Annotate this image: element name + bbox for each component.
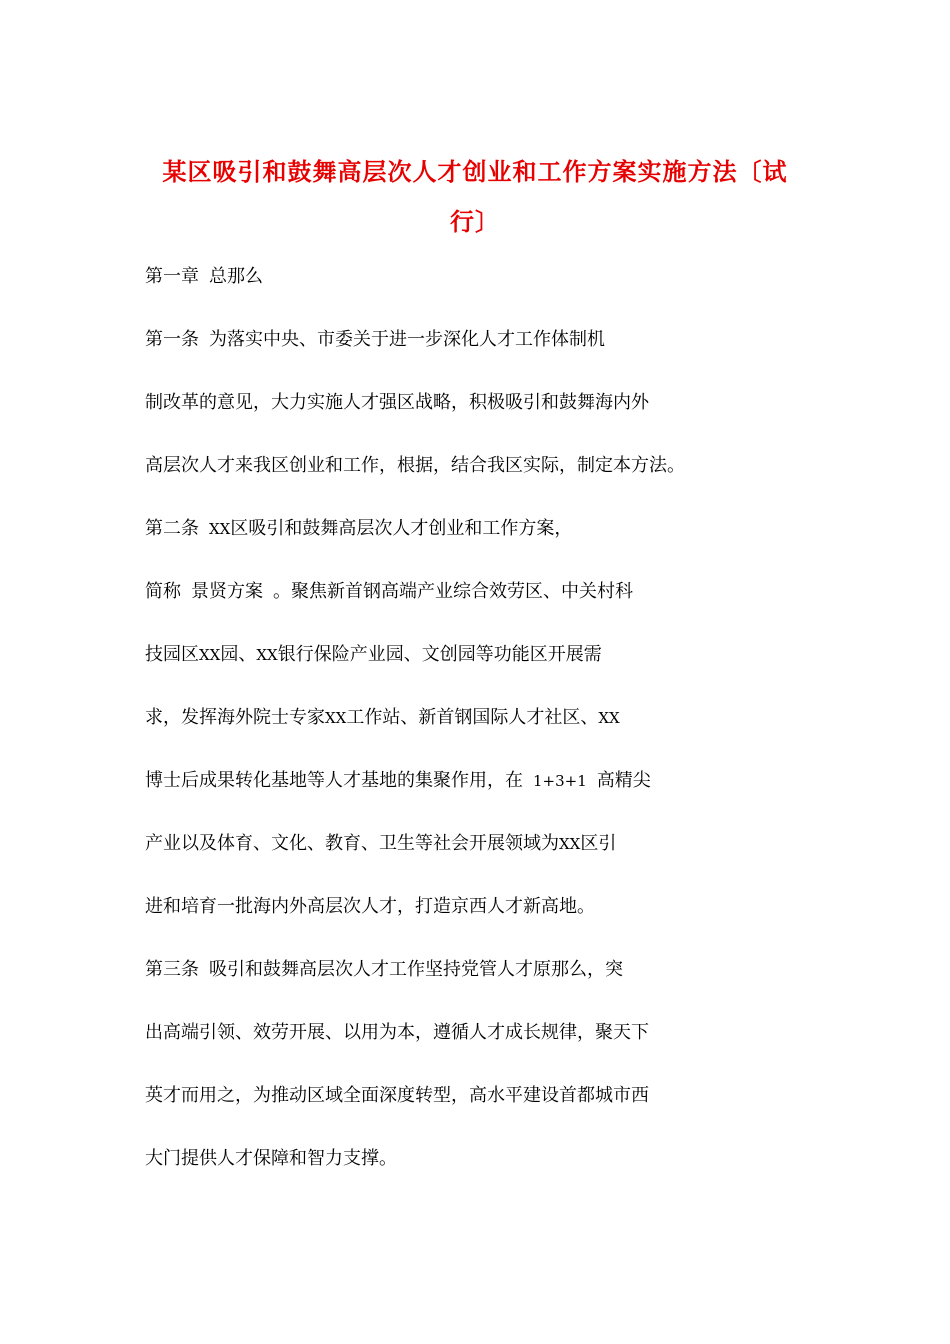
article-1-label: 第一条 <box>145 329 199 350</box>
text-segment: 区引 <box>580 833 617 854</box>
article-2-line-3 <box>145 640 845 666</box>
article-2-line-1 <box>145 514 845 540</box>
article-2-line-6 <box>145 829 845 855</box>
article-2-line-2 <box>145 577 845 603</box>
article-2-text: 区吸引和鼓舞高层次人才创业和工作方案， <box>230 518 573 539</box>
text-segment: 。聚焦新首钢高端产业综合效劳区、中关村科 <box>273 581 633 602</box>
article-3-line-3: 英才而用之，为推动区域全面深度转型，高水平建设首都城市西 <box>145 1085 649 1106</box>
text-segment: 技园区 <box>145 644 199 665</box>
chapter-name: 总那么 <box>209 266 263 287</box>
article-1-line-3: 高层次人才来我区创业和工作，根据，结合我区实际，制定本方法。 <box>145 455 685 476</box>
document-title-line-2: 行〕 <box>450 207 500 236</box>
text-segment: 高精尖 <box>596 770 651 791</box>
chapter-heading <box>145 262 845 288</box>
article-1-text: 为落实中央、市委关于进一步深化人才工作体制机 <box>209 329 605 350</box>
article-2-label: 第二条 <box>145 518 199 539</box>
text-segment: 园、 <box>220 644 257 665</box>
text-segment: XX <box>256 646 278 664</box>
chapter-label: 第一章 <box>145 266 199 287</box>
article-3-line-1 <box>145 955 845 981</box>
text-segment: XX <box>598 709 620 727</box>
document-title-line-1: 某区吸引和鼓舞高层次人才创业和工作方案实施方法〔试 <box>162 157 788 186</box>
text-segment: 求，发挥海外院士专家 <box>145 707 325 728</box>
article-2-line-4 <box>145 703 845 729</box>
article-2-line-7: 进和培育一批海内外高层次人才，打造京西人才新高地。 <box>145 896 595 917</box>
text-segment: 1+3+1 <box>533 772 587 790</box>
text-segment: 工作站、新首钢国际人才社区、 <box>346 707 599 728</box>
article-3-text: 吸引和鼓舞高层次人才工作坚持党管人才原那么，突 <box>209 959 623 980</box>
article-1-line-1 <box>145 325 845 351</box>
text-segment: 产业以及体育、文化、教育、卫生等社会开展领域为 <box>145 833 559 854</box>
text-segment: 博士后成果转化基地等人才基地的集聚作用，在 <box>145 770 523 791</box>
article-3-label: 第三条 <box>145 959 199 980</box>
text-segment: XX <box>325 709 347 727</box>
text-segment: 景贤方案 <box>191 581 263 602</box>
text-segment: 简称 <box>145 581 181 602</box>
article-1-line-2: 制改革的意见，大力实施人才强区战略，积极吸引和鼓舞海内外 <box>145 392 649 413</box>
text-segment: XX <box>199 646 221 664</box>
article-3-line-4: 大门提供人才保障和智力支撑。 <box>145 1148 397 1169</box>
article-3-line-2: 出高端引领、效劳开展、以用为本，遵循人才成长规律，聚天下 <box>145 1022 649 1043</box>
article-2-placeholder: XX <box>209 520 231 538</box>
text-segment: 银行保险产业园、文创园等功能区开展需 <box>277 644 602 665</box>
text-segment: XX <box>559 835 581 853</box>
article-2-line-5 <box>145 766 845 792</box>
